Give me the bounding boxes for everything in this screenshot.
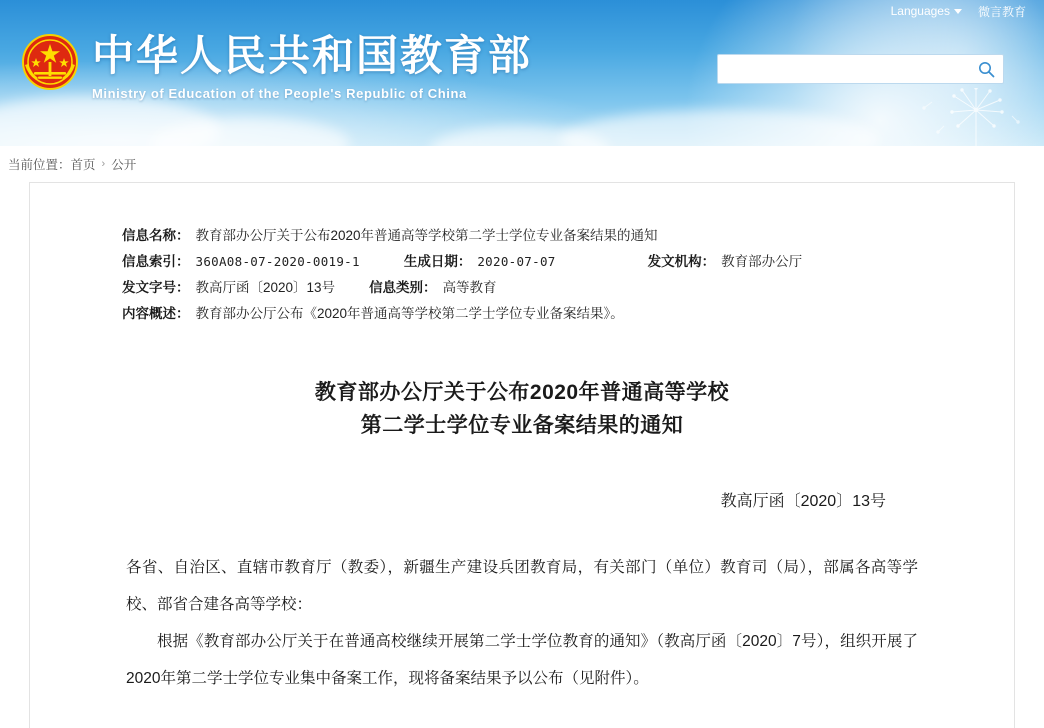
chevron-down-icon — [954, 9, 962, 14]
breadcrumb-label: 当前位置： — [8, 158, 71, 172]
page-title — [30, 376, 1014, 442]
languages-link[interactable] — [891, 4, 962, 18]
meta-value-name: 教育部办公厅关于公布2020年普通高等学校第二学士学位专业备案结果的通知 — [195, 228, 658, 243]
languages-label: Languages — [890, 4, 950, 18]
meta-key-docnum: 发文字号： — [122, 280, 190, 295]
search-box[interactable] — [717, 54, 1004, 84]
document-number: 教高厅函〔2020〕13号 — [720, 493, 886, 510]
meta-row-name — [122, 223, 1014, 248]
breadcrumb-item-open[interactable]: 公开 — [111, 158, 137, 172]
page-title-line2: 第二学士学位专业备案结果的通知 — [360, 414, 684, 437]
meta-row-index — [122, 249, 1014, 274]
document-body — [30, 549, 1014, 697]
meta-key-created: 生成日期： — [403, 254, 472, 269]
page-title-line1: 教育部办公厅关于公布2020年普通高等学校 — [314, 381, 730, 404]
document-metadata — [30, 183, 1014, 326]
search-button[interactable] — [969, 56, 1003, 82]
site-title-cn: 中华人民共和国教育部 — [92, 31, 533, 80]
site-title — [92, 30, 532, 101]
search-icon — [978, 61, 995, 78]
content-panel — [29, 182, 1015, 728]
breadcrumb — [0, 146, 1044, 182]
top-links — [891, 0, 1026, 22]
weiyan-jiaoyu-link[interactable] — [978, 3, 1026, 20]
breadcrumb-item-home[interactable]: 首页 — [70, 158, 96, 172]
meta-key-index: 信息索引： — [122, 254, 190, 269]
cloud-decoration — [560, 110, 880, 146]
meta-value-summary: 教育部办公厅公布《2020年普通高等学校第二学士学位专业备案结果》。 — [195, 306, 624, 321]
meta-value-docnum: 教高厅函〔2020〕13号 — [195, 280, 336, 295]
site-header — [0, 0, 1044, 146]
meta-row-docnum — [122, 275, 1014, 300]
national-emblem-icon — [14, 28, 86, 100]
meta-key-summary: 内容概述： — [122, 306, 190, 321]
meta-value-created: 2020-07-07 — [477, 254, 556, 269]
meta-value-index: 360A08-07-2020-0019-1 — [195, 254, 360, 269]
meta-value-issuer: 教育部办公厅 — [721, 254, 803, 269]
dandelion-decoration — [914, 88, 1034, 146]
meta-key-name: 信息名称： — [122, 228, 190, 243]
meta-row-summary — [122, 301, 1014, 326]
search-input[interactable] — [726, 56, 969, 82]
breadcrumb-separator-icon: › — [101, 158, 106, 170]
document-paragraph-salutation: 各省、自治区、直辖市教育厅（教委），新疆生产建设兵团教育局，有关部门（单位）教育司（局），部属各高等学校、部省合建各高等学校： — [126, 559, 918, 613]
meta-key-issuer: 发文机构： — [647, 254, 716, 269]
meta-key-category: 信息类别： — [369, 280, 437, 295]
site-title-en: Ministry of Education of the People's Republic of China — [92, 86, 467, 101]
document-paragraph-1: 根据《教育部办公厅关于在普通高校继续开展第二学士学位教育的通知》（教高厅函〔2020〕7号），组织开展了2020年第二学士学位专业集中备案工作，现将备案结果予以公布（见附件）。 — [126, 633, 918, 687]
meta-value-category: 高等教育 — [442, 280, 497, 295]
weiyan-jiaoyu-label: 微言教育 — [977, 4, 1026, 19]
